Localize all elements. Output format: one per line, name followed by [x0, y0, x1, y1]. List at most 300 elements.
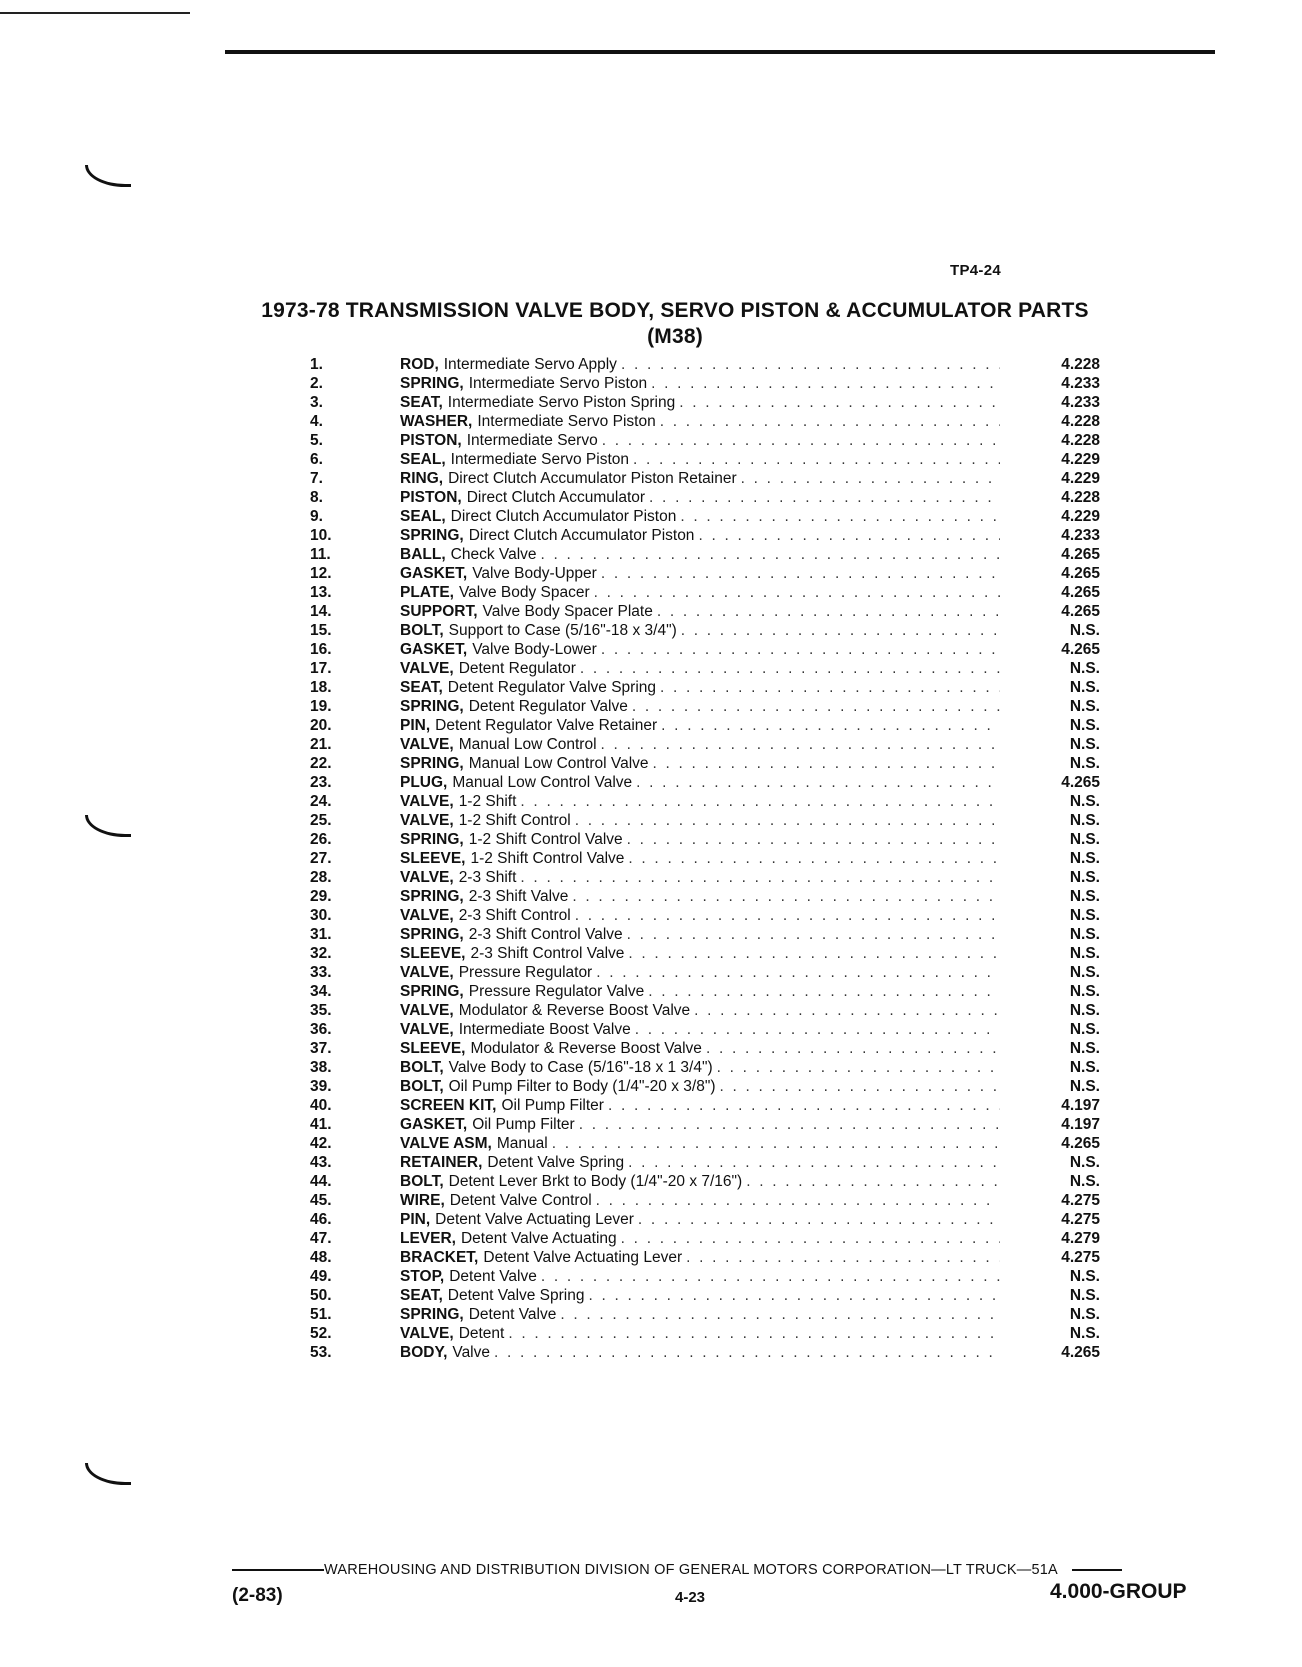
dot-leader — [649, 488, 1000, 507]
table-row — [300, 887, 1120, 906]
part-number: 24. — [310, 793, 332, 810]
part-description — [400, 507, 1000, 526]
table-row — [300, 1248, 1120, 1267]
group-number: 4.228 — [1061, 356, 1100, 373]
part-spec: Manual — [496, 1135, 548, 1152]
dot-leader — [575, 906, 1000, 925]
table-row — [300, 963, 1120, 982]
table-row — [300, 849, 1120, 868]
part-spec: Intermediate Servo Piston — [477, 413, 656, 430]
part-spec: 2-3 Shift Control — [458, 907, 571, 924]
table-row — [300, 1039, 1120, 1058]
part-description — [400, 1039, 1000, 1058]
part-name: VALVE, — [400, 660, 454, 677]
table-row — [300, 735, 1120, 754]
table-row — [300, 564, 1120, 583]
dot-leader — [686, 1248, 1000, 1267]
part-spec: 1-2 Shift Control Valve — [470, 850, 625, 867]
part-spec: Detent Valve Control — [449, 1192, 592, 1209]
part-spec: 2-3 Shift Valve — [468, 888, 569, 905]
part-number: 52. — [310, 1325, 332, 1342]
group-number: N.S. — [1069, 679, 1100, 696]
part-name: SPRING, — [400, 527, 464, 544]
table-row — [300, 906, 1120, 925]
part-name: SEAT, — [400, 1287, 443, 1304]
dot-leader — [719, 1077, 1000, 1096]
part-description — [400, 1134, 1000, 1153]
group-number: 4.229 — [1061, 451, 1100, 468]
table-row — [300, 1324, 1120, 1343]
header-rule — [225, 50, 1215, 54]
part-number: 5. — [310, 432, 323, 449]
group-number: N.S. — [1069, 1078, 1100, 1095]
table-row — [300, 393, 1120, 412]
part-name: PLUG, — [400, 774, 448, 791]
part-number: 3. — [310, 394, 323, 411]
part-number: 20. — [310, 717, 332, 734]
part-description — [400, 925, 1000, 944]
part-name: SEAL, — [400, 451, 446, 468]
part-spec: Detent — [458, 1325, 505, 1342]
dot-leader — [628, 944, 1000, 963]
table-row — [300, 1229, 1120, 1248]
part-number: 18. — [310, 679, 332, 696]
dot-leader — [594, 583, 1000, 602]
table-row — [300, 811, 1120, 830]
part-name: VALVE, — [400, 812, 454, 829]
part-spec: Pressure Regulator — [458, 964, 593, 981]
part-spec: Direct Clutch Accumulator Piston — [468, 527, 695, 544]
dot-leader — [627, 830, 1000, 849]
part-name: PISTON, — [400, 489, 462, 506]
part-number: 38. — [310, 1059, 332, 1076]
table-row — [300, 450, 1120, 469]
part-name: SPRING, — [400, 926, 464, 943]
part-description — [400, 1077, 1000, 1096]
part-number: 41. — [310, 1116, 332, 1133]
group-number: 4.233 — [1061, 394, 1100, 411]
part-description — [400, 906, 1000, 925]
part-description — [400, 431, 1000, 450]
part-number: 36. — [310, 1021, 332, 1038]
dot-leader — [694, 1001, 1000, 1020]
part-number: 25. — [310, 812, 332, 829]
part-name: BOLT, — [400, 1173, 444, 1190]
part-description — [400, 1343, 1000, 1362]
part-description — [400, 792, 1000, 811]
binder-ring-mark — [85, 165, 131, 187]
part-description — [400, 526, 1000, 545]
part-description — [400, 355, 1000, 374]
part-description — [400, 488, 1000, 507]
footer-group: 4.000-GROUP — [1050, 1580, 1187, 1603]
part-number: 2. — [310, 375, 323, 392]
group-number: N.S. — [1069, 1325, 1100, 1342]
part-spec: Intermediate Boost Valve — [458, 1021, 631, 1038]
dot-leader — [653, 754, 1000, 773]
table-row — [300, 1191, 1120, 1210]
part-number: 45. — [310, 1192, 332, 1209]
part-spec: Intermediate Servo Piston — [450, 451, 629, 468]
part-description — [400, 1248, 1000, 1267]
dot-leader — [560, 1305, 1000, 1324]
part-spec: Pressure Regulator Valve — [468, 983, 645, 1000]
table-row — [300, 925, 1120, 944]
table-row — [300, 1210, 1120, 1229]
part-number: 6. — [310, 451, 323, 468]
group-number: N.S. — [1069, 850, 1100, 867]
dot-leader — [680, 507, 1000, 526]
part-description — [400, 754, 1000, 773]
part-description — [400, 659, 1000, 678]
part-number: 29. — [310, 888, 332, 905]
part-name: BALL, — [400, 546, 446, 563]
table-row — [300, 1096, 1120, 1115]
part-spec: Direct Clutch Accumulator Piston — [450, 508, 677, 525]
table-row — [300, 1001, 1120, 1020]
dot-leader — [494, 1343, 1000, 1362]
part-spec: Oil Pump Filter to Body (1/4"-20 x 3/8") — [448, 1078, 716, 1095]
table-row — [300, 1172, 1120, 1191]
dot-leader — [621, 1229, 1000, 1248]
part-number: 9. — [310, 508, 323, 525]
part-number: 15. — [310, 622, 332, 639]
part-description — [400, 716, 1000, 735]
group-number: N.S. — [1069, 660, 1100, 677]
part-name: SPRING, — [400, 755, 464, 772]
part-number: 27. — [310, 850, 332, 867]
dot-leader — [541, 1267, 1000, 1286]
part-description — [400, 697, 1000, 716]
table-row — [300, 659, 1120, 678]
group-number: 4.265 — [1061, 603, 1100, 620]
table-row — [300, 944, 1120, 963]
group-number: 4.197 — [1061, 1116, 1100, 1133]
table-row — [300, 1134, 1120, 1153]
table-row — [300, 1115, 1120, 1134]
part-name: PLATE, — [400, 584, 454, 601]
footer-page-number: 4-23 — [675, 1589, 706, 1606]
dot-leader — [621, 355, 1000, 374]
parts-list — [300, 355, 1120, 1362]
part-number: 23. — [310, 774, 332, 791]
part-number: 7. — [310, 470, 323, 487]
dot-leader — [601, 564, 1000, 583]
part-description — [400, 944, 1000, 963]
group-number: N.S. — [1069, 1059, 1100, 1076]
group-number: 4.229 — [1061, 508, 1100, 525]
part-number: 17. — [310, 660, 332, 677]
dot-leader — [633, 450, 1000, 469]
part-spec: Intermediate Servo — [466, 432, 598, 449]
part-number: 12. — [310, 565, 332, 582]
part-number: 11. — [310, 546, 331, 563]
title-subline: (M38) — [647, 325, 703, 348]
part-description — [400, 640, 1000, 659]
dot-leader — [596, 1191, 1000, 1210]
group-number: N.S. — [1069, 888, 1100, 905]
group-number: N.S. — [1069, 1002, 1100, 1019]
dot-leader — [627, 925, 1000, 944]
part-name: SPRING, — [400, 375, 464, 392]
group-number: N.S. — [1069, 945, 1100, 962]
part-number: 35. — [310, 1002, 332, 1019]
part-name: VALVE, — [400, 907, 454, 924]
group-number: N.S. — [1069, 736, 1100, 753]
part-number: 47. — [310, 1230, 332, 1247]
part-description — [400, 1267, 1000, 1286]
part-name: SPRING, — [400, 1306, 464, 1323]
part-spec: Intermediate Servo Piston — [468, 375, 648, 392]
dot-leader — [638, 1210, 1000, 1229]
dot-leader — [660, 412, 1000, 431]
part-spec: Valve — [452, 1344, 490, 1361]
part-spec: Manual Low Control Valve — [452, 774, 633, 791]
table-row — [300, 1343, 1120, 1362]
part-spec: 1-2 Shift Control — [458, 812, 571, 829]
group-number: N.S. — [1069, 1287, 1100, 1304]
part-name: SLEEVE, — [400, 1040, 466, 1057]
part-name: VALVE, — [400, 736, 454, 753]
part-description — [400, 450, 1000, 469]
part-name: PIN, — [400, 717, 431, 734]
part-name: SEAT, — [400, 394, 443, 411]
part-spec: Detent Regulator Valve Spring — [447, 679, 657, 696]
group-number: N.S. — [1069, 831, 1100, 848]
group-number: 4.265 — [1061, 1344, 1100, 1361]
part-number: 48. — [310, 1249, 332, 1266]
footer-publisher: WAREHOUSING AND DISTRIBUTION DIVISION OF GENERAL MOTORS CORPORATION—LT TRUCK—51A — [324, 1562, 1058, 1578]
group-number: 4.265 — [1061, 584, 1100, 601]
part-name: SUPPORT, — [400, 603, 478, 620]
part-spec: Check Valve — [450, 546, 537, 563]
part-description — [400, 1210, 1000, 1229]
part-spec: 2-3 Shift Control Valve — [468, 926, 623, 943]
table-row — [300, 621, 1120, 640]
part-spec: 1-2 Shift — [458, 793, 517, 810]
part-description — [400, 678, 1000, 697]
part-name: SPRING, — [400, 888, 464, 905]
part-description — [400, 1172, 1000, 1191]
group-number: 4.265 — [1061, 1135, 1100, 1152]
part-description — [400, 887, 1000, 906]
part-description — [400, 830, 1000, 849]
part-name: SLEEVE, — [400, 945, 466, 962]
part-number: 50. — [310, 1287, 332, 1304]
part-number: 39. — [310, 1078, 332, 1095]
part-name: BOLT, — [400, 622, 444, 639]
part-name: VALVE, — [400, 1325, 454, 1342]
part-spec: Manual Low Control Valve — [468, 755, 649, 772]
part-description — [400, 374, 1000, 393]
group-number: 4.229 — [1061, 470, 1100, 487]
part-number: 21. — [310, 736, 332, 753]
group-number: N.S. — [1069, 1306, 1100, 1323]
dot-leader — [717, 1058, 1000, 1077]
part-spec: Detent Lever Brkt to Body (1/4"-20 x 7/16") — [448, 1173, 743, 1190]
dot-leader — [602, 431, 1000, 450]
dot-leader — [520, 868, 1000, 887]
part-name: BODY, — [400, 1344, 448, 1361]
part-description — [400, 1153, 1000, 1172]
group-number: 4.265 — [1061, 774, 1100, 791]
part-spec: Valve Body to Case (5/16"-18 x 1 3/4") — [448, 1059, 713, 1076]
part-description — [400, 982, 1000, 1001]
group-number: 4.265 — [1061, 565, 1100, 582]
dot-leader — [552, 1134, 1000, 1153]
part-description — [400, 1286, 1000, 1305]
part-number: 16. — [310, 641, 332, 658]
dot-leader — [698, 526, 1000, 545]
part-description — [400, 583, 1000, 602]
part-spec: Valve Body Spacer Plate — [482, 603, 653, 620]
part-description — [400, 393, 1000, 412]
part-number: 19. — [310, 698, 332, 715]
footer-dash — [232, 1569, 324, 1571]
part-number: 10. — [310, 527, 332, 544]
table-row — [300, 412, 1120, 431]
table-row — [300, 1020, 1120, 1039]
table-row — [300, 545, 1120, 564]
group-number: 4.275 — [1061, 1192, 1100, 1209]
part-number: 28. — [310, 869, 332, 886]
part-spec: 2-3 Shift — [458, 869, 517, 886]
part-name: BOLT, — [400, 1078, 444, 1095]
part-name: PIN, — [400, 1211, 431, 1228]
part-spec: Intermediate Servo Apply — [443, 356, 617, 373]
table-row — [300, 716, 1120, 735]
part-spec: Valve Body-Upper — [472, 565, 597, 582]
part-number: 14. — [310, 603, 332, 620]
group-number: 4.197 — [1061, 1097, 1100, 1114]
part-spec: Detent Valve — [468, 1306, 557, 1323]
part-name: VALVE, — [400, 793, 454, 810]
group-number: 4.275 — [1061, 1211, 1100, 1228]
part-spec: Oil Pump Filter — [501, 1097, 604, 1114]
part-spec: Support to Case (5/16"-18 x 3/4") — [448, 622, 677, 639]
part-spec: Detent Regulator — [458, 660, 576, 677]
table-row — [300, 526, 1120, 545]
binder-ring-mark — [85, 1463, 131, 1485]
dot-leader — [657, 602, 1000, 621]
part-name: WIRE, — [400, 1192, 445, 1209]
dot-leader — [596, 963, 1000, 982]
part-name: SLEEVE, — [400, 850, 466, 867]
part-number: 37. — [310, 1040, 332, 1057]
part-name: ROD, — [400, 356, 439, 373]
table-row — [300, 507, 1120, 526]
dot-leader — [681, 621, 1000, 640]
dot-leader — [741, 469, 1000, 488]
footer-dash — [1072, 1569, 1122, 1571]
group-number: N.S. — [1069, 1021, 1100, 1038]
part-name: BRACKET, — [400, 1249, 479, 1266]
part-number: 42. — [310, 1135, 332, 1152]
part-description — [400, 564, 1000, 583]
part-number: 32. — [310, 945, 332, 962]
table-row — [300, 1153, 1120, 1172]
table-row — [300, 1077, 1120, 1096]
part-spec: Detent Regulator Valve — [468, 698, 628, 715]
part-description — [400, 621, 1000, 640]
group-number: N.S. — [1069, 869, 1100, 886]
dot-leader — [746, 1172, 1000, 1191]
page-title — [200, 298, 1150, 350]
table-row — [300, 602, 1120, 621]
part-name: SEAT, — [400, 679, 443, 696]
part-spec: Modulator & Reverse Boost Valve — [458, 1002, 691, 1019]
dot-leader — [580, 659, 1000, 678]
group-number: N.S. — [1069, 622, 1100, 639]
part-name: GASKET, — [400, 641, 468, 658]
part-name: RETAINER, — [400, 1154, 483, 1171]
dot-leader — [575, 811, 1000, 830]
table-row — [300, 583, 1120, 602]
part-number: 1. — [310, 356, 323, 373]
part-spec: 1-2 Shift Control Valve — [468, 831, 623, 848]
part-description — [400, 1096, 1000, 1115]
part-number: 53. — [310, 1344, 332, 1361]
part-name: PISTON, — [400, 432, 462, 449]
table-row — [300, 469, 1120, 488]
group-number: N.S. — [1069, 983, 1100, 1000]
part-spec: Manual Low Control — [458, 736, 597, 753]
part-name: BOLT, — [400, 1059, 444, 1076]
binder-ring-mark — [85, 815, 131, 837]
part-number: 22. — [310, 755, 332, 772]
dot-leader — [648, 982, 1000, 1001]
part-name: GASKET, — [400, 1116, 468, 1133]
part-name: LEVER, — [400, 1230, 456, 1247]
footer-date: (2-83) — [232, 1585, 283, 1606]
group-number: N.S. — [1069, 793, 1100, 810]
part-spec: Modulator & Reverse Boost Valve — [470, 1040, 702, 1057]
group-number: N.S. — [1069, 1040, 1100, 1057]
part-name: VALVE, — [400, 964, 454, 981]
part-number: 30. — [310, 907, 332, 924]
group-number: 4.228 — [1061, 432, 1100, 449]
dot-leader — [628, 849, 1000, 868]
part-name: VALVE, — [400, 869, 454, 886]
dot-leader — [632, 697, 1000, 716]
table-row — [300, 1267, 1120, 1286]
dot-leader — [520, 792, 1000, 811]
part-spec: Detent Valve Actuating Lever — [483, 1249, 683, 1266]
part-description — [400, 1020, 1000, 1039]
group-number: N.S. — [1069, 755, 1100, 772]
dot-leader — [636, 773, 1000, 792]
dot-leader — [706, 1039, 1000, 1058]
part-number: 43. — [310, 1154, 332, 1171]
group-number: N.S. — [1069, 1154, 1100, 1171]
table-row — [300, 754, 1120, 773]
part-spec: Detent Regulator Valve Retainer — [435, 717, 658, 734]
part-description — [400, 849, 1000, 868]
group-number: 4.233 — [1061, 375, 1100, 392]
part-number: 33. — [310, 964, 332, 981]
table-row — [300, 355, 1120, 374]
dot-leader — [661, 716, 1000, 735]
group-number: 4.233 — [1061, 527, 1100, 544]
table-row — [300, 431, 1120, 450]
part-description — [400, 1229, 1000, 1248]
part-description — [400, 545, 1000, 564]
part-number: 40. — [310, 1097, 332, 1114]
part-spec: Detent Valve Actuating Lever — [435, 1211, 634, 1228]
part-spec: Direct Clutch Accumulator Piston Retainer — [448, 470, 737, 487]
footer-line — [232, 1562, 1192, 1578]
part-description — [400, 469, 1000, 488]
